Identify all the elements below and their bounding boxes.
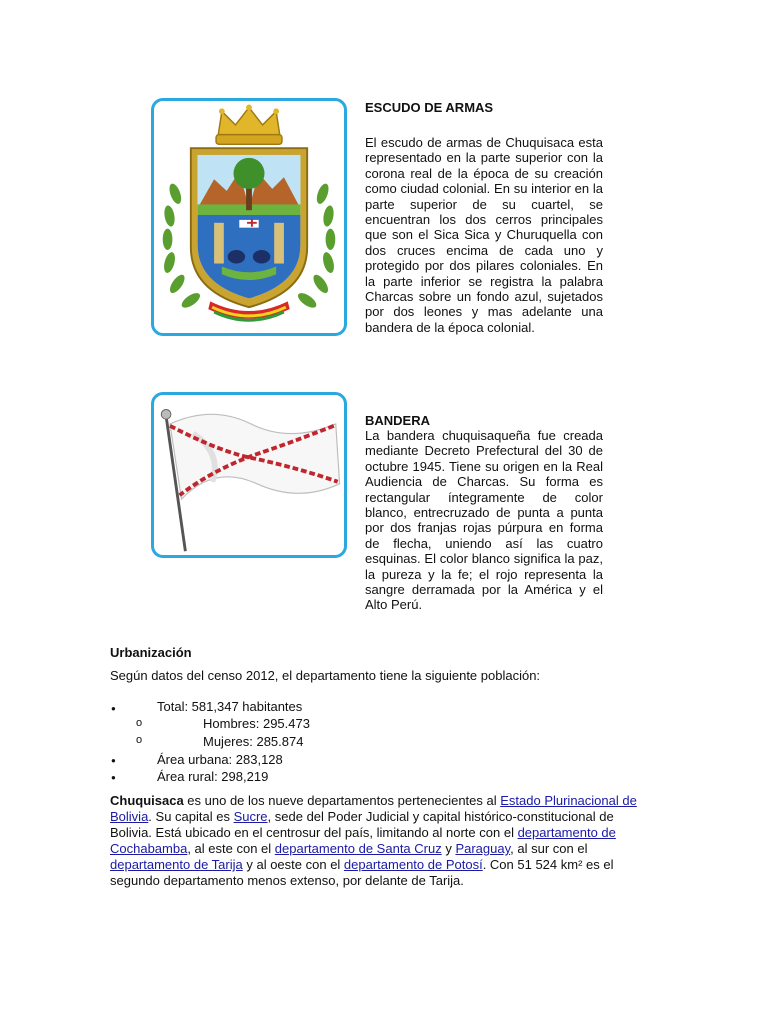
link-cochabamba[interactable]: departamento de Cochabamba: [110, 825, 616, 856]
bullet-icon: ●: [111, 756, 116, 765]
list-item-total: Total: 581,347 habitantes: [157, 699, 303, 714]
flag-image: [151, 392, 347, 558]
link-paraguay[interactable]: Paraguay: [455, 841, 511, 856]
bullet-icon: ●: [111, 704, 116, 713]
coat-of-arms-image: [151, 98, 347, 336]
paragraph-text: , al este con el: [187, 841, 275, 856]
paragraph-text: . Su capital es: [148, 809, 234, 824]
chuquisaca-bold: Chuquisaca: [110, 793, 184, 808]
bandera-description: La bandera chuquisaqueña fue creada mediante Decreto Prefectural del 30 de octubre 1945. Tiene su origen en la Real Audiencia de Charcas. Su forma es rectangular íntegramente de color blanco, entrecruzado de punta a punta por dos franjas rojas púrpura en forma de flecha, uniendo así las cuatro esquinas. El color blanco significa la paz, la pureza y la fe; el rojo representa la sangre derramada por la América y el Alto Perú.: [365, 428, 603, 613]
chuquisaca-paragraph: [110, 793, 655, 889]
link-sucre[interactable]: Sucre: [233, 809, 268, 824]
bandera-heading: BANDERA: [365, 413, 430, 428]
link-estado-plurinacional[interactable]: Estado Plurinacional de Bolivia: [110, 793, 637, 824]
paragraph-text: es uno de los nueve departamentos pertenecientes al: [183, 793, 501, 808]
paragraph-text: , al sur con el: [510, 841, 588, 856]
link-santa-cruz[interactable]: departamento de Santa Cruz: [274, 841, 442, 856]
escudo-heading: ESCUDO DE ARMAS: [365, 100, 494, 115]
link-potosi[interactable]: departamento de Potosí: [343, 857, 483, 872]
bullet-icon: ●: [111, 773, 116, 782]
list-item-urbana: Área urbana: 283,128: [157, 752, 283, 767]
coat-of-arms-illustration: [154, 101, 344, 333]
urbanizacion-heading: Urbanización: [110, 645, 192, 660]
link-tarija[interactable]: departamento de Tarija: [110, 857, 243, 872]
flag-illustration: [154, 395, 344, 555]
sub-bullet-icon: o: [136, 734, 143, 746]
urbanizacion-intro: Según datos del censo 2012, el departamento tiene la siguiente población:: [110, 668, 541, 683]
paragraph-text: y: [441, 841, 456, 856]
paragraph-text: y al oeste con el: [242, 857, 344, 872]
list-item-mujeres: Mujeres: 285.874: [203, 734, 304, 749]
list-item-rural: Área rural: 298,219: [157, 769, 269, 784]
list-item-hombres: Hombres: 295.473: [203, 716, 310, 731]
sub-bullet-icon: o: [136, 717, 143, 729]
paragraph-text: , sede del Poder Judicial y capital histórico-constitucional de Bolivia. Está ubicado en el centrosur del país, limitando al norte con el: [110, 809, 614, 840]
paragraph-text: . Con 51 524 km² es el segundo departamento menos extenso, por delante de Tarija.: [110, 857, 614, 888]
escudo-description: El escudo de armas de Chuquisaca esta representado en la parte superior con la corona real de la época de su creación como ciudad colonial. En su interior en la parte superior de su cuartel, se encuentran los dos cerros principales que son el Sica Sica y Churuquella con dos cruces encima de cada uno y protegido por dos pilares coloniales. En la parte inferior se registra la palabra Charcas sobre un fondo azul, sujetados por dos leones y mas adelante una bandera de la época colonial.: [365, 135, 603, 335]
